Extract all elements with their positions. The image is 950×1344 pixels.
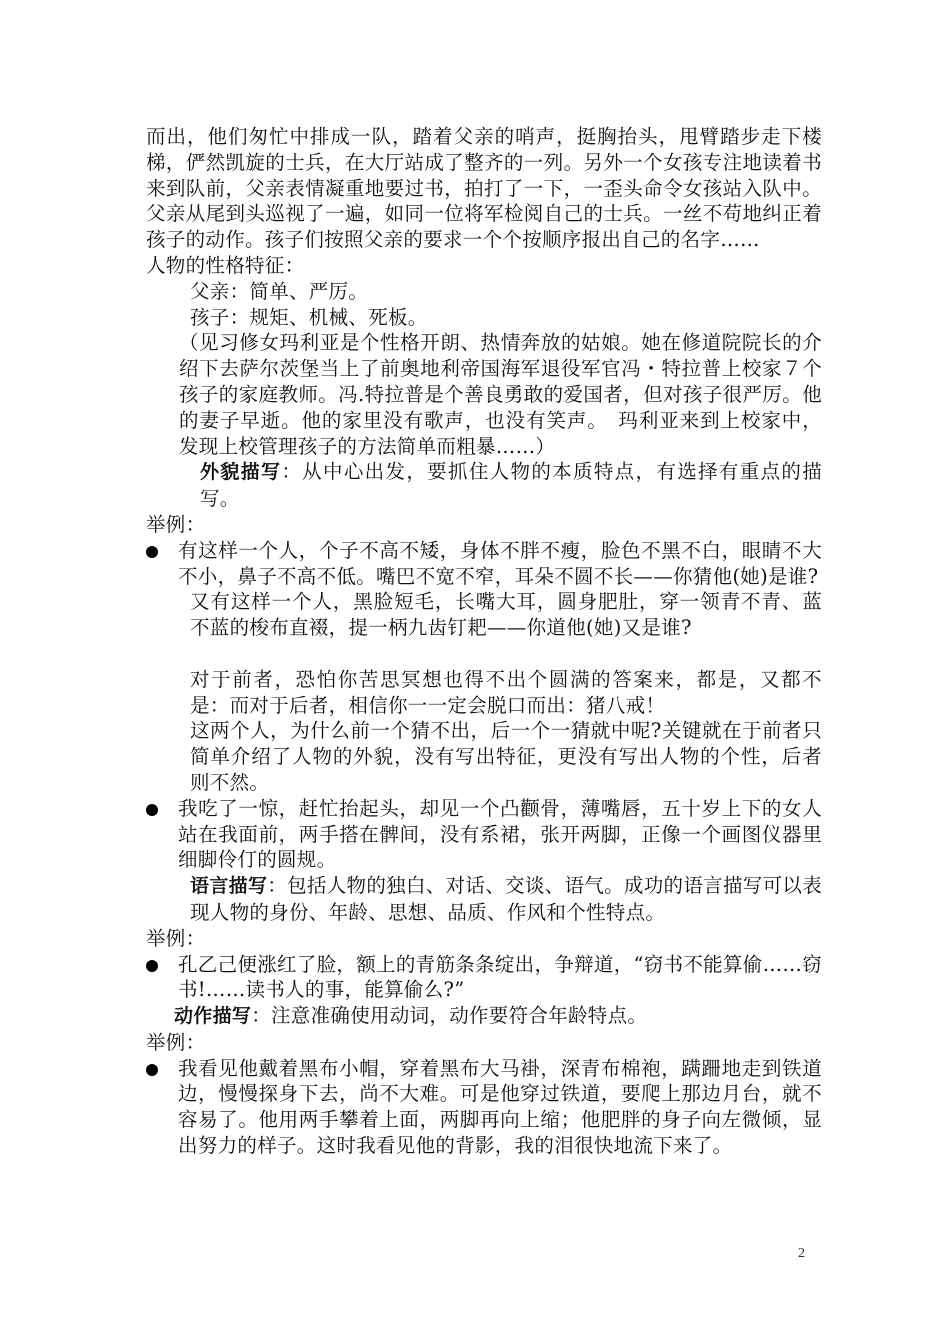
bullet-text: 孔乙己便涨红了脸，额上的青筋条条绽出，争辩道，“窃书不能算偷……窃书!……读书人的事，能算偷么?”: [178, 952, 822, 1002]
traits-label: 人物的性格特征：: [146, 253, 305, 277]
trait-children: 孩子：规矩、机械、死板。: [190, 305, 428, 329]
list-item: [146, 538, 822, 796]
action-section: [146, 1003, 822, 1030]
bullet-sub-text: 对于前者，恐怕你苦思冥想也得不出个圆满的答案来，都是，又都不是：而对于后者，相信你一一定会脱口而出：猪八戒！: [190, 667, 822, 717]
bullet-text: 有这样一个人，个子不高不矮，身体不胖不瘦，脸色不黑不白，眼睛不大不小，鼻子不高不低。嘴巴不宽不窄，耳朵不圆不长——你猜他(她)是谁?: [178, 538, 822, 588]
example-label: 举例：: [146, 512, 206, 536]
example-label: 举例：: [146, 1030, 206, 1054]
blank-line: [178, 641, 822, 667]
list-item: [146, 796, 822, 873]
action-heading: 动作描写: [174, 1005, 252, 1028]
trait-father: 父亲：简单、严厉。: [190, 279, 369, 303]
language-section: [146, 873, 822, 926]
list-item: [146, 1056, 822, 1159]
bullet-sub-text: 这两个人，为什么前一个猜不出，后一个一猜就中呢?关键就在于前者只简单介绍了人物的外貌，没有写出特征，更没有写出人物的个性，后者则不然。: [190, 719, 822, 794]
paragraph-background: （见习修女玛利亚是个性格开朗、热情奔放的姑娘。她在修道院院长的介绍下去萨尔茨堡当上了前奥地利帝国海军退役军官冯・特拉普上校家７个孩子的家庭教师。冯.特拉普是个善良勇敢的爱国者，但对孩子很严厉。他的妻子早逝。他的家里没有歌声，也没有笑声。 玛利亚来到上校家中，发现上校管理孩子的方法简单而粗暴……）: [179, 331, 822, 458]
language-heading: 语言描写: [190, 875, 268, 898]
example-label: 举例：: [146, 926, 206, 950]
appearance-text: ：从中心出发，要抓住人物的本质特点，有选择有重点的描写。: [200, 460, 822, 511]
bullet-icon: [146, 1064, 158, 1076]
bullet-icon: [146, 960, 158, 972]
bullet-icon: [146, 804, 158, 816]
paragraph-intro: 而出，他们匆忙中排成一队，踏着父亲的哨声，挺胸抬头，甩臂踏步走下楼梯，俨然凯旋的士兵，在大厅站成了整齐的一列。另外一个女孩专注地读着书来到队前，父亲表情凝重地要过书，拍打了一下，一歪头命令女孩站入队中。父亲从尾到头巡视了一遍，如同一位将军检阅自己的士兵。一丝不苟地纠正着孩子的动作。孩子们按照父亲的要求一个个按顺序报出自己的名字……: [146, 125, 822, 252]
bullet-icon: [146, 546, 158, 558]
appearance-section: [146, 459, 822, 512]
document-body: [146, 124, 822, 1159]
bullet-sub-text: 又有这样一个人，黑脸短毛，长嘴大耳，圆身肥肚，穿一领青不青、蓝不蓝的梭布直裰，提一柄九齿钉耙——你道他(她)又是谁?: [190, 590, 822, 640]
bullet-text: 我吃了一惊，赶忙抬起头，却见一个凸颧骨，薄嘴唇，五十岁上下的女人站在我面前，两手搭在髀间，没有系裙，张开两脚，正像一个画图仪器里细脚伶仃的圆规。: [178, 796, 822, 872]
appearance-heading: 外貌描写: [200, 461, 282, 484]
bullet-text: 我看见他戴着黑布小帽，穿着黑布大马褂，深青布棉袍，蹒跚地走到铁道边，慢慢探身下去，尚不大难。可是他穿过铁道，要爬上那边月台，就不容易了。他用两手攀着上面，两脚再向上缩；他肥胖的身子向左微倾，显出努力的样子。这时我看见他的背影，我的泪很快地流下来了。: [178, 1056, 822, 1158]
action-text: ：注意准确使用动词，动作要符合年龄特点。: [251, 1004, 648, 1028]
language-text: ：包括人物的独白、对话、交谈、语气。成功的语言描写可以表现人物的身份、年龄、思想、品质、作风和个性特点。: [190, 874, 823, 924]
page-number: 2: [798, 1246, 805, 1261]
list-item: [146, 952, 822, 1004]
